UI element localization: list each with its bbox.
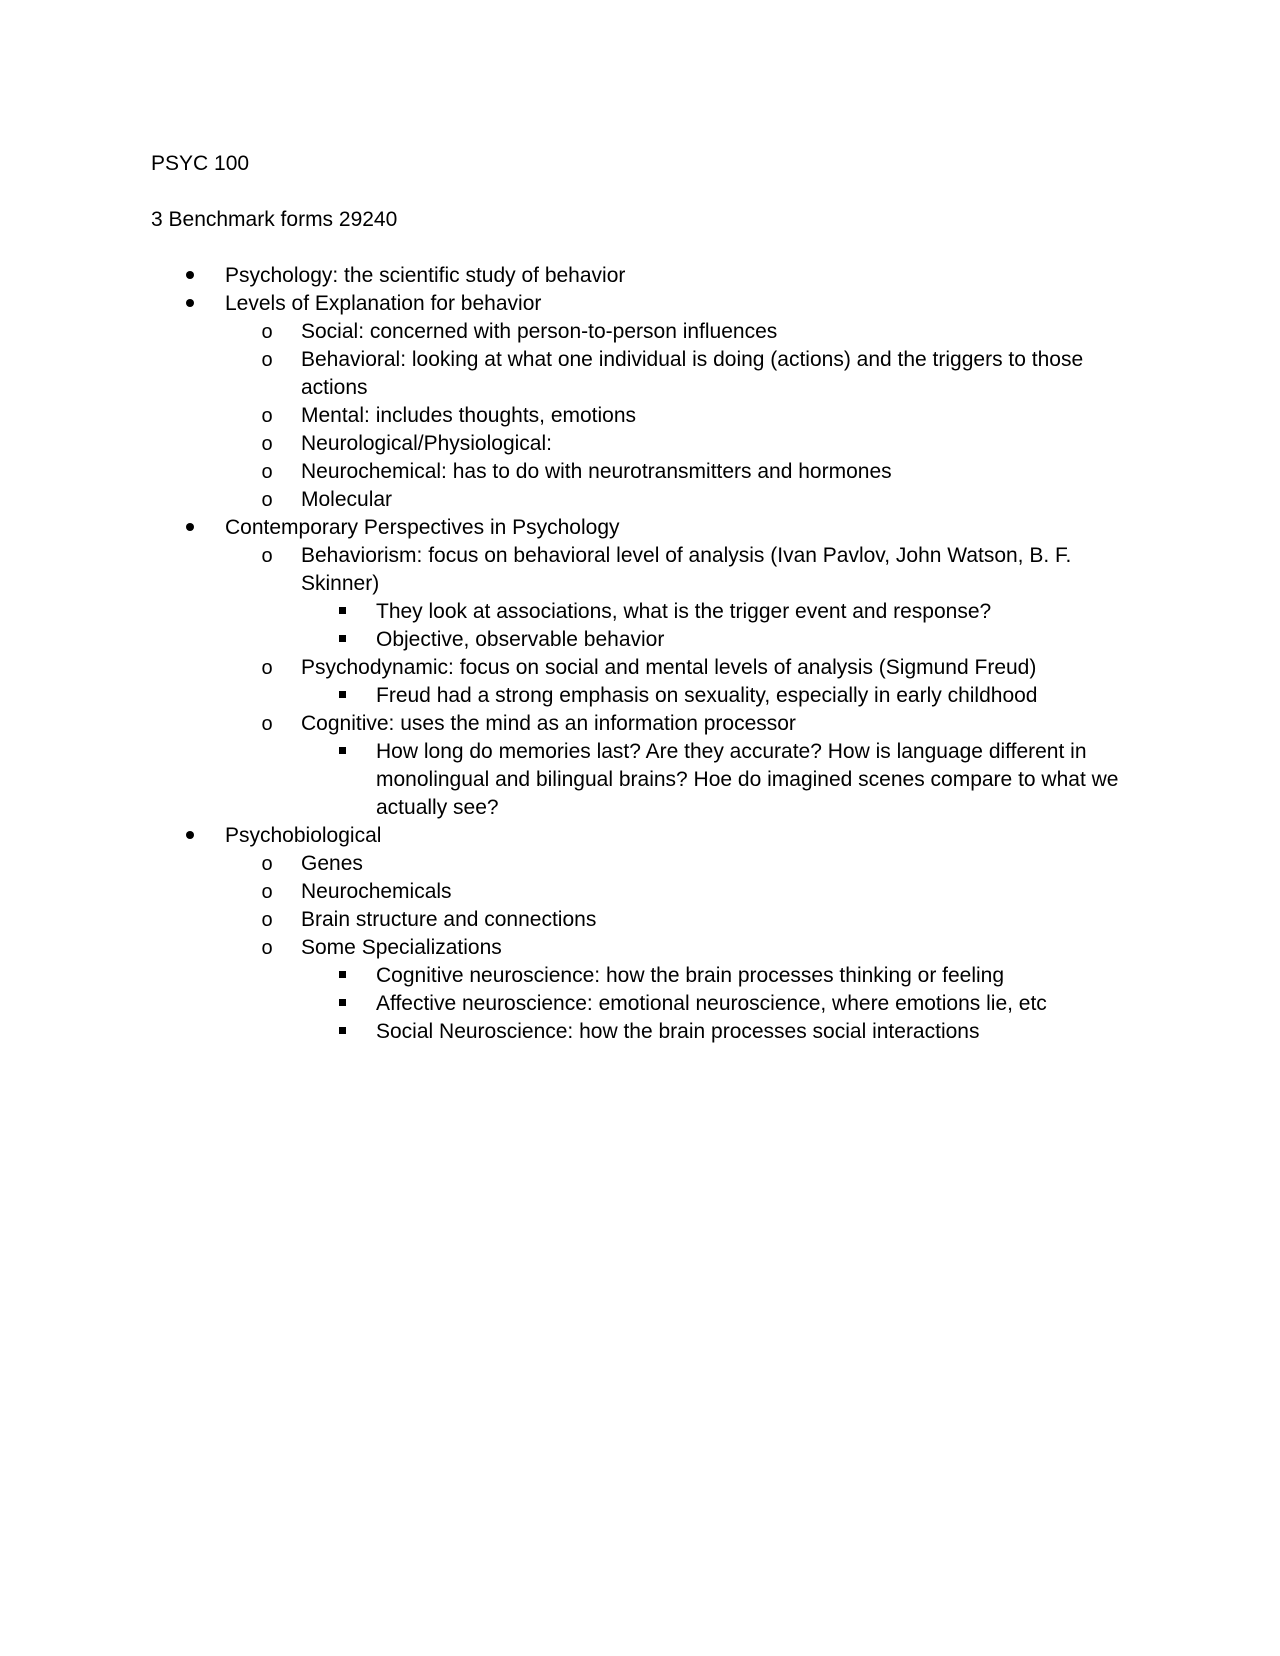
outline-item-text: Psychobiological: [225, 824, 382, 847]
outline-item-level-2: [151, 486, 1130, 514]
outline-item-text: Psychology: the scientific study of behavior: [225, 264, 626, 287]
notes-outline: [151, 262, 1130, 1046]
circle-bullet-icon: o: [261, 433, 273, 455]
outline-item-level-1: [151, 290, 1130, 318]
outline-item-level-2: [151, 346, 1130, 402]
outline-item-level-2: [151, 906, 1130, 934]
bullet-icon: [178, 290, 202, 318]
outline-item-level-3: [151, 990, 1130, 1018]
outline-item-text: Behaviorism: focus on behavioral level of analysis (Ivan Pavlov, John Watson, B. F. Skinner): [301, 544, 1072, 595]
circle-bullet-icon: o: [261, 713, 273, 735]
bullet-icon: [178, 822, 202, 850]
outline-item-text: Some Specializations: [301, 936, 502, 959]
outline-item-level-2: [151, 430, 1130, 458]
outline-item-level-2: [151, 318, 1130, 346]
circle-bullet-icon: o: [261, 909, 273, 931]
outline-item-level-3: [151, 682, 1130, 710]
square-bullet-icon: [330, 962, 354, 990]
square-bullet-icon: [330, 990, 354, 1018]
outline-item-level-2: [151, 710, 1130, 738]
circle-bullet-icon: o: [261, 545, 273, 567]
square-bullet-icon: [330, 1018, 354, 1046]
outline-item-text: Neurological/Physiological:: [301, 432, 552, 455]
outline-item-text: Cognitive: uses the mind as an information processor: [301, 712, 796, 735]
outline-item-text: Objective, observable behavior: [376, 628, 665, 651]
outline-item-text: Levels of Explanation for behavior: [225, 292, 542, 315]
outline-item-text: Contemporary Perspectives in Psychology: [225, 516, 620, 539]
outline-item-level-3: [151, 1018, 1130, 1046]
outline-item-level-3: [151, 598, 1130, 626]
outline-item-text: Mental: includes thoughts, emotions: [301, 404, 637, 427]
outline-item-text: Neurochemicals: [301, 880, 452, 903]
outline-item-level-2: [151, 934, 1130, 962]
outline-item-text: Social: concerned with person-to-person influences: [301, 320, 778, 343]
course-title: PSYC 100: [151, 152, 250, 175]
outline-item-level-2: [151, 878, 1130, 906]
circle-bullet-icon: o: [261, 937, 273, 959]
outline-item-level-1: [151, 514, 1130, 542]
bullet-icon: [178, 514, 202, 542]
outline-item-level-2: [151, 458, 1130, 486]
square-bullet-icon: [330, 738, 354, 766]
circle-bullet-icon: o: [261, 321, 273, 343]
outline-item-level-1: [151, 262, 1130, 290]
outline-item-level-1: [151, 822, 1130, 850]
outline-item-level-2: [151, 542, 1130, 598]
outline-item-text: They look at associations, what is the trigger event and response?: [376, 600, 992, 623]
outline-item-level-3: [151, 626, 1130, 654]
outline-item-text: How long do memories last? Are they accurate? How is language different in monolingual and bilingual brains? Hoe do imagined scenes compare to what we actually see?: [376, 740, 1119, 819]
outline-item-text: Behavioral: looking at what one individual is doing (actions) and the triggers to those actions: [301, 348, 1084, 399]
outline-item-level-3: [151, 738, 1130, 822]
square-bullet-icon: [330, 682, 354, 710]
document-subtitle: 3 Benchmark forms 29240: [151, 208, 398, 231]
outline-item-text: Molecular: [301, 488, 393, 511]
bullet-icon: [178, 262, 202, 290]
outline-item-text: Psychodynamic: focus on social and mental levels of analysis (Sigmund Freud): [301, 656, 1037, 679]
circle-bullet-icon: o: [261, 461, 273, 483]
circle-bullet-icon: o: [261, 349, 273, 371]
circle-bullet-icon: o: [261, 405, 273, 427]
outline-item-text: Cognitive neuroscience: how the brain processes thinking or feeling: [376, 964, 1005, 987]
circle-bullet-icon: o: [261, 489, 273, 511]
outline-item-level-3: [151, 962, 1130, 990]
circle-bullet-icon: o: [261, 853, 273, 875]
outline-item-level-2: [151, 850, 1130, 878]
outline-item-text: Neurochemical: has to do with neurotransmitters and hormones: [301, 460, 892, 483]
outline-item-text: Freud had a strong emphasis on sexuality, especially in early childhood: [376, 684, 1038, 707]
circle-bullet-icon: o: [261, 657, 273, 679]
circle-bullet-icon: o: [261, 881, 273, 903]
outline-item-text: Affective neuroscience: emotional neuroscience, where emotions lie, etc: [376, 992, 1047, 1015]
square-bullet-icon: [330, 598, 354, 626]
outline-item-text: Genes: [301, 852, 363, 875]
square-bullet-icon: [330, 626, 354, 654]
outline-item-level-2: [151, 654, 1130, 682]
outline-item-level-2: [151, 402, 1130, 430]
outline-item-text: Brain structure and connections: [301, 908, 597, 931]
outline-item-text: Social Neuroscience: how the brain processes social interactions: [376, 1020, 980, 1043]
